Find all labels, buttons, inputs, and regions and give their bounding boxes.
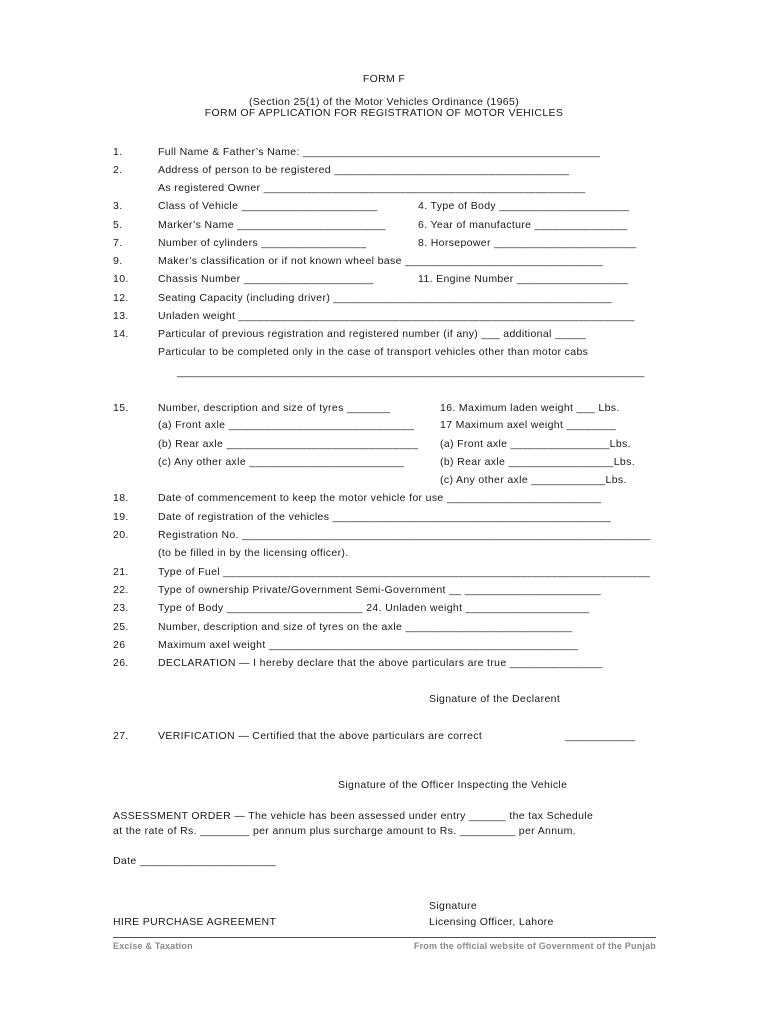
item-number: 18.: [113, 492, 129, 504]
item-number: 15.: [113, 402, 129, 414]
item-unladen-weight: Unladen weight ________________________________________________________________: [158, 310, 635, 322]
item-address: Address of person to be registered ______________________________________: [158, 164, 570, 176]
item-number: 9.: [113, 255, 123, 267]
item-number: 7.: [113, 237, 123, 249]
signature-declarent: Signature of the Declarent: [429, 693, 561, 705]
item-tyres-other-axle: (c) Any other axle _________________________: [158, 456, 405, 468]
item-number: 27.: [113, 730, 129, 742]
item-number: 5.: [113, 219, 123, 231]
item-number: 21.: [113, 566, 129, 578]
licensing-officer: Licensing Officer, Lahore: [429, 916, 554, 928]
item-tyres-on-axle: Number, description and size of tyres on the axle ___________________________: [158, 621, 573, 633]
item-year-of-manufacture: 6. Year of manufacture _______________: [418, 219, 628, 231]
item-number: 14.: [113, 328, 129, 340]
item-horsepower: 8. Horsepower _______________________: [418, 237, 637, 249]
item-transport-particulars: Particular to be completed only in the case of transport vehicles other than motor cabs: [158, 346, 589, 358]
item-number: 23.: [113, 602, 129, 614]
item-number: 13.: [113, 310, 129, 322]
item-type-of-body-unladen: Type of Body ______________________ 24. Unladen weight ____________________: [158, 602, 590, 614]
item-chassis-number: Chassis Number _____________________: [158, 273, 374, 285]
item-number: 1.: [113, 146, 123, 158]
footer-divider: [113, 937, 656, 938]
item-full-name: Full Name & Father’s Name: ________________________________________________: [158, 146, 601, 158]
signature-label: Signature: [429, 900, 478, 912]
item-number: 2.: [113, 164, 123, 176]
item-number: 26.: [113, 657, 129, 669]
item-type-of-fuel: Type of Fuel _____________________________________________________________________: [158, 566, 651, 578]
footer-left: Excise & Taxation: [113, 941, 193, 951]
item-declaration: DECLARATION — I hereby declare that the above particulars are true _______________: [158, 657, 603, 669]
footer-right: From the official website of Government of the Punjab: [413, 941, 656, 951]
item-tyres-rear-axle: (b) Rear axle _______________________________: [158, 438, 419, 450]
item-marker-name: Marker’s Name ________________________: [158, 219, 386, 231]
verification-blank: ____________: [565, 730, 636, 742]
item-transport-blank: ________________________________________________________________________________: [177, 366, 645, 378]
item-number: 3.: [113, 200, 123, 212]
item-date-of-commencement: Date of commencement to keep the motor vehicle for use _________________________: [158, 492, 602, 504]
item-verification: VERIFICATION — Certified that the above particulars are correct: [158, 730, 483, 742]
item-engine-number: 11. Engine Number __________________: [418, 273, 629, 285]
hire-purchase-agreement: HIRE PURCHASE AGREEMENT: [113, 916, 277, 928]
item-seating-capacity: Seating Capacity (including driver) _____________________________________________: [158, 292, 612, 304]
item-max-axel-weight: 17 Maximum axel weight ________: [440, 419, 617, 431]
item-tyres: Number, description and size of tyres _______: [158, 402, 391, 414]
item-axel-rear-lbs: (b) Rear axle _________________Lbs.: [440, 456, 635, 468]
item-axel-front-lbs: (a) Front axle ________________Lbs.: [440, 438, 631, 450]
date-field: Date ______________________: [113, 855, 277, 867]
item-number: 12.: [113, 292, 129, 304]
item-tyres-front-axle: (a) Front axle ______________________________: [158, 419, 415, 431]
item-class-of-vehicle: Class of Vehicle ______________________: [158, 200, 378, 212]
assessment-order-line2: at the rate of Rs. ________ per annum plus surcharge amount to Rs. _________ per Annum.: [113, 825, 576, 837]
item-number: 22.: [113, 584, 129, 596]
item-maker-classification: Maker’s classification or if not known wheel base ________________________________: [158, 255, 604, 267]
item-date-of-registration: Date of registration of the vehicles _____________________________________________: [158, 511, 612, 523]
item-licensing-note: (to be filled in by the licensing officer).: [158, 547, 349, 559]
item-type-of-ownership: Type of ownership Private/Government Semi-Government __ ______________________: [158, 584, 601, 596]
item-registered-owner: As registered Owner ____________________________________________________: [158, 182, 586, 194]
signature-officer: Signature of the Officer Inspecting the Vehicle: [338, 779, 568, 791]
item-maximum-axel-weight: Maximum axel weight __________________________________________________: [158, 639, 579, 651]
item-max-laden-weight: 16. Maximum laden weight ___ Lbs.: [440, 402, 620, 414]
item-number: 19.: [113, 511, 129, 523]
form-section: (Section 25(1) of the Motor Vehicles Ordinance (1965): [248, 96, 520, 108]
item-previous-registration: Particular of previous registration and registered number (if any) ___ additional _____: [158, 328, 586, 340]
item-number: 25.: [113, 621, 129, 633]
form-title: FORM OF APPLICATION FOR REGISTRATION OF MOTOR VEHICLES: [204, 107, 564, 119]
item-type-of-body: 4. Type of Body _____________________: [418, 200, 630, 212]
item-number: 20.: [113, 529, 129, 541]
form-code: FORM F: [362, 73, 406, 85]
item-number-of-cylinders: Number of cylinders _________________: [158, 237, 367, 249]
assessment-order-line1: ASSESSMENT ORDER — The vehicle has been assessed under entry ______ the tax Schedule: [113, 810, 594, 822]
item-number: 26: [113, 639, 126, 651]
item-number: 10.: [113, 273, 129, 285]
item-registration-no: Registration No. __________________________________________________________________: [158, 529, 651, 541]
item-axel-other-lbs: (c) Any other axle ____________Lbs.: [440, 474, 627, 486]
